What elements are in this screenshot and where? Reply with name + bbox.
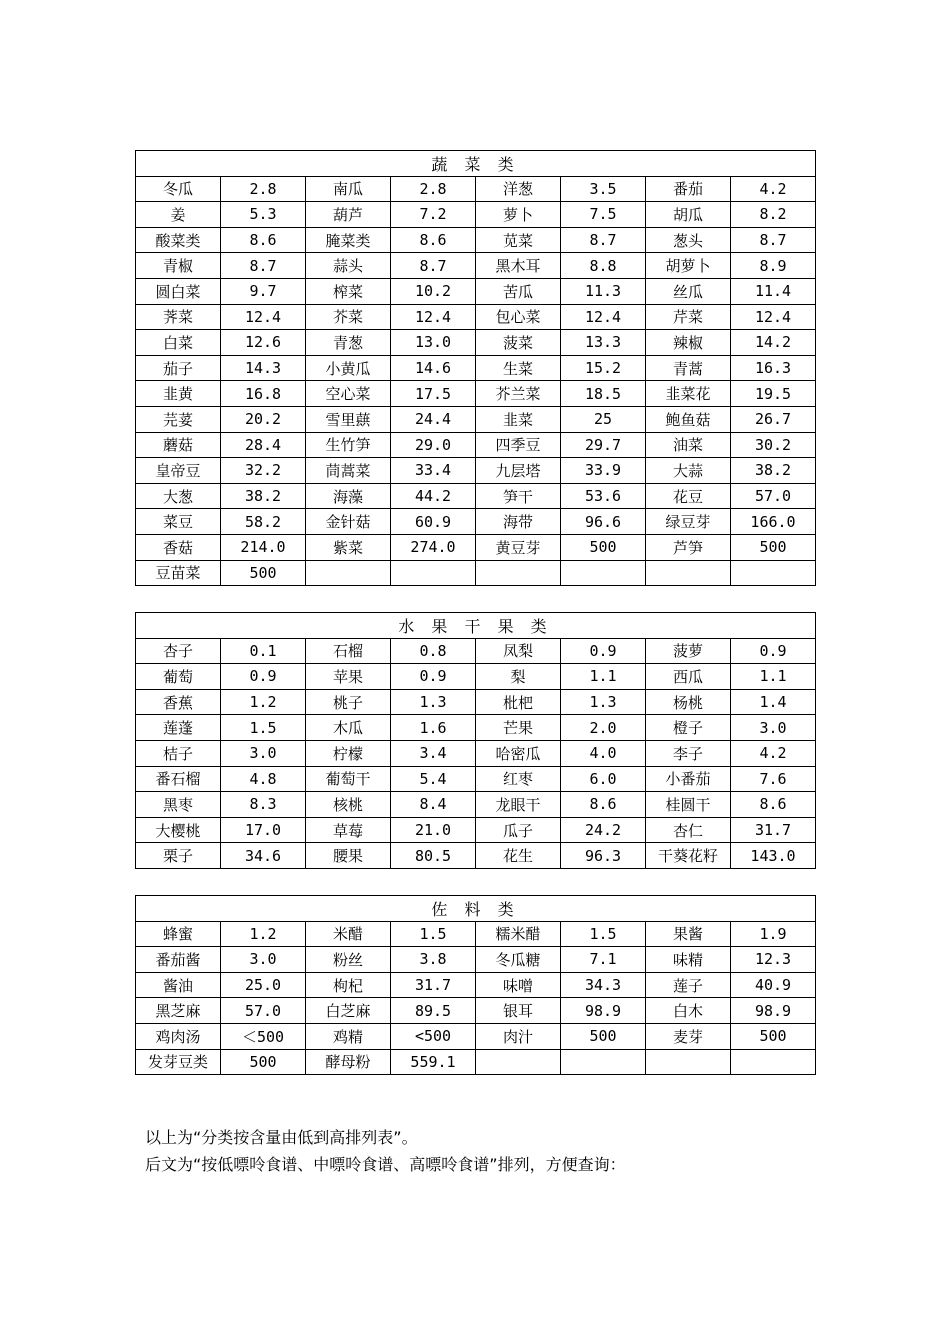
- food-name: [646, 560, 731, 586]
- food-name: 枇杷: [476, 689, 561, 715]
- purine-value: 32.2: [221, 458, 306, 484]
- purine-value: 34.6: [221, 843, 306, 869]
- table-title: 蔬 菜 类: [136, 151, 816, 177]
- food-name: 菠萝: [646, 638, 731, 664]
- food-name: 龙眼干: [476, 792, 561, 818]
- food-name: 香菇: [136, 534, 221, 560]
- notes: [145, 1124, 626, 1178]
- table-row: [136, 664, 816, 690]
- table-row: [136, 406, 816, 432]
- note-line: 以上为“分类按含量由低到高排列表”。: [145, 1128, 418, 1147]
- purine-value: 0.9: [731, 638, 816, 664]
- food-name: 冬瓜: [136, 176, 221, 202]
- purine-value: 1.9: [731, 921, 816, 947]
- food-name: 梨: [476, 664, 561, 690]
- purine-value: 10.2: [391, 278, 476, 304]
- purine-value: 34.3: [561, 972, 646, 998]
- food-name: 银耳: [476, 998, 561, 1024]
- food-name: 腌菜类: [306, 227, 391, 253]
- food-name: 皇帝豆: [136, 458, 221, 484]
- purine-value: 4.2: [731, 176, 816, 202]
- food-name: 白菜: [136, 330, 221, 356]
- food-name: 番石榴: [136, 766, 221, 792]
- food-name: 丝瓜: [646, 278, 731, 304]
- table-row: [136, 843, 816, 869]
- purine-value: 12.4: [561, 304, 646, 330]
- food-name: 南瓜: [306, 176, 391, 202]
- food-name: 橙子: [646, 715, 731, 741]
- food-name: 胡萝卜: [646, 253, 731, 279]
- food-name: 韭菜花: [646, 381, 731, 407]
- food-name: 菠菜: [476, 330, 561, 356]
- purine-value: 96.3: [561, 843, 646, 869]
- purine-value: 559.1: [391, 1049, 476, 1075]
- food-name: 黄豆芽: [476, 534, 561, 560]
- purine-value: 0.9: [561, 638, 646, 664]
- purine-value: 14.6: [391, 355, 476, 381]
- food-name: 腰果: [306, 843, 391, 869]
- table-title: 佐 料 类: [136, 896, 816, 922]
- purine-value: 57.0: [731, 483, 816, 509]
- food-name: 九层塔: [476, 458, 561, 484]
- food-name: 酱油: [136, 972, 221, 998]
- purine-value: 5.3: [221, 202, 306, 228]
- purine-value: 1.6: [391, 715, 476, 741]
- table-row: [136, 766, 816, 792]
- purine-value: 274.0: [391, 534, 476, 560]
- purine-value: 16.3: [731, 355, 816, 381]
- table-row: [136, 1049, 816, 1075]
- purine-value: 0.1: [221, 638, 306, 664]
- purine-value: 1.5: [221, 715, 306, 741]
- table-row: [136, 381, 816, 407]
- purine-value: 1.2: [221, 921, 306, 947]
- food-name: 木瓜: [306, 715, 391, 741]
- food-name: 酸菜类: [136, 227, 221, 253]
- purine-value: 8.7: [561, 227, 646, 253]
- purine-value: 4.8: [221, 766, 306, 792]
- purine-value: 0.9: [391, 664, 476, 690]
- note-line: 后文为“按低嘌呤食谱、中嘌呤食谱、高嘌呤食谱”排列，方便查询：: [145, 1155, 626, 1174]
- purine-value: 60.9: [391, 509, 476, 535]
- food-name: 茼蒿菜: [306, 458, 391, 484]
- purine-value: <500: [391, 1023, 476, 1049]
- food-name: 杏仁: [646, 817, 731, 843]
- food-name: 辣椒: [646, 330, 731, 356]
- food-name: 番茄酱: [136, 947, 221, 973]
- food-name: 芦笋: [646, 534, 731, 560]
- food-name: 茄子: [136, 355, 221, 381]
- purine-value: 17.5: [391, 381, 476, 407]
- purine-value: 17.0: [221, 817, 306, 843]
- table-row: [136, 432, 816, 458]
- purine-value: 8.8: [561, 253, 646, 279]
- purine-value: 500: [221, 1049, 306, 1075]
- food-name: 苋菜: [476, 227, 561, 253]
- purine-value: 1.1: [561, 664, 646, 690]
- food-name: 姜: [136, 202, 221, 228]
- food-name: 小番茄: [646, 766, 731, 792]
- table-row: [136, 202, 816, 228]
- purine-value: 500: [221, 560, 306, 586]
- table-row: [136, 176, 816, 202]
- food-name: 青蒿: [646, 355, 731, 381]
- table-row: [136, 458, 816, 484]
- food-name: 黑枣: [136, 792, 221, 818]
- food-name: 芥兰菜: [476, 381, 561, 407]
- purine-value: 18.5: [561, 381, 646, 407]
- purine-value: 0.8: [391, 638, 476, 664]
- food-name: 韭黄: [136, 381, 221, 407]
- food-name: 绿豆芽: [646, 509, 731, 535]
- purine-value: 16.8: [221, 381, 306, 407]
- food-name: 油菜: [646, 432, 731, 458]
- purine-value: 38.2: [731, 458, 816, 484]
- purine-value: 6.0: [561, 766, 646, 792]
- purine-value: 24.4: [391, 406, 476, 432]
- food-name: 果酱: [646, 921, 731, 947]
- table-body: [136, 638, 816, 868]
- purine-value: 8.6: [731, 792, 816, 818]
- table-title: 水 果 干 果 类: [136, 613, 816, 639]
- purine-value: 1.5: [391, 921, 476, 947]
- purine-value: 214.0: [221, 534, 306, 560]
- food-name: 番茄: [646, 176, 731, 202]
- food-name: 葫芦: [306, 202, 391, 228]
- food-name: 鸡肉汤: [136, 1023, 221, 1049]
- purine-value: 8.2: [731, 202, 816, 228]
- purine-value: 26.7: [731, 406, 816, 432]
- purine-value: 9.7: [221, 278, 306, 304]
- purine-value: 0.9: [221, 664, 306, 690]
- purine-value: 7.1: [561, 947, 646, 973]
- table-row: [136, 740, 816, 766]
- purine-value: 3.4: [391, 740, 476, 766]
- purine-value: 98.9: [731, 998, 816, 1024]
- table-row: [136, 560, 816, 586]
- table-body: [136, 176, 816, 586]
- food-name: 生菜: [476, 355, 561, 381]
- food-name: 黑芝麻: [136, 998, 221, 1024]
- food-name: 青椒: [136, 253, 221, 279]
- food-name: 桃子: [306, 689, 391, 715]
- purine-value: 12.4: [221, 304, 306, 330]
- purine-value: 166.0: [731, 509, 816, 535]
- food-name: 胡瓜: [646, 202, 731, 228]
- purine-value: 31.7: [731, 817, 816, 843]
- purine-value: 12.3: [731, 947, 816, 973]
- purine-value: 96.6: [561, 509, 646, 535]
- table-row: [136, 817, 816, 843]
- purine-value: 11.4: [731, 278, 816, 304]
- table-row: [136, 253, 816, 279]
- purine-value: 29.7: [561, 432, 646, 458]
- condiment-table: [135, 895, 816, 1075]
- purine-value: 80.5: [391, 843, 476, 869]
- food-name: 萝卜: [476, 202, 561, 228]
- purine-value: 3.5: [561, 176, 646, 202]
- table-row: [136, 355, 816, 381]
- purine-value: 13.3: [561, 330, 646, 356]
- food-name: 笋干: [476, 483, 561, 509]
- purine-value: 1.5: [561, 921, 646, 947]
- table-row: [136, 715, 816, 741]
- food-name: 糯米醋: [476, 921, 561, 947]
- food-name: 苹果: [306, 664, 391, 690]
- purine-value: [731, 1049, 816, 1075]
- table-body: [136, 921, 816, 1075]
- purine-value: 40.9: [731, 972, 816, 998]
- purine-value: 500: [731, 1023, 816, 1049]
- purine-value: 1.2: [221, 689, 306, 715]
- food-name: 干葵花籽: [646, 843, 731, 869]
- food-name: 味精: [646, 947, 731, 973]
- purine-value: 29.0: [391, 432, 476, 458]
- food-name: 芥菜: [306, 304, 391, 330]
- food-name: 四季豆: [476, 432, 561, 458]
- purine-value: 28.4: [221, 432, 306, 458]
- purine-value: 12.4: [391, 304, 476, 330]
- purine-value: [561, 1049, 646, 1075]
- purine-value: 4.0: [561, 740, 646, 766]
- food-name: 桂圆干: [646, 792, 731, 818]
- food-name: 红枣: [476, 766, 561, 792]
- food-name: [476, 1049, 561, 1075]
- food-name: 枸杞: [306, 972, 391, 998]
- food-name: 石榴: [306, 638, 391, 664]
- purine-value: [561, 560, 646, 586]
- food-name: 草莓: [306, 817, 391, 843]
- table-row: [136, 947, 816, 973]
- purine-value: 14.2: [731, 330, 816, 356]
- purine-value: 500: [731, 534, 816, 560]
- food-name: 芹菜: [646, 304, 731, 330]
- food-name: 韭菜: [476, 406, 561, 432]
- food-name: 金针菇: [306, 509, 391, 535]
- food-name: 香蕉: [136, 689, 221, 715]
- food-name: 鸡精: [306, 1023, 391, 1049]
- purine-value: 7.5: [561, 202, 646, 228]
- purine-value: 20.2: [221, 406, 306, 432]
- food-name: 花豆: [646, 483, 731, 509]
- purine-value: 24.2: [561, 817, 646, 843]
- table-row: [136, 689, 816, 715]
- food-name: 青葱: [306, 330, 391, 356]
- food-name: 生竹笋: [306, 432, 391, 458]
- table-row: [136, 509, 816, 535]
- food-name: 粉丝: [306, 947, 391, 973]
- purine-value: 8.3: [221, 792, 306, 818]
- food-name: 大葱: [136, 483, 221, 509]
- table-row: [136, 638, 816, 664]
- purine-value: 57.0: [221, 998, 306, 1024]
- purine-value: 44.2: [391, 483, 476, 509]
- purine-value: 30.2: [731, 432, 816, 458]
- food-name: 大蒜: [646, 458, 731, 484]
- food-name: 米醋: [306, 921, 391, 947]
- table-row: [136, 921, 816, 947]
- food-name: 西瓜: [646, 664, 731, 690]
- purine-value: 2.8: [391, 176, 476, 202]
- food-name: 肉汁: [476, 1023, 561, 1049]
- food-name: 紫菜: [306, 534, 391, 560]
- food-name: 栗子: [136, 843, 221, 869]
- table-row: [136, 534, 816, 560]
- food-name: 酵母粉: [306, 1049, 391, 1075]
- food-name: 大樱桃: [136, 817, 221, 843]
- purine-value: 3.0: [221, 740, 306, 766]
- food-name: 雪里蕻: [306, 406, 391, 432]
- food-name: 豆苗菜: [136, 560, 221, 586]
- fruit-table: [135, 612, 816, 869]
- food-name: 葱头: [646, 227, 731, 253]
- table-row: [136, 1023, 816, 1049]
- food-name: 莲蓬: [136, 715, 221, 741]
- purine-value: 500: [561, 534, 646, 560]
- food-name: 麦芽: [646, 1023, 731, 1049]
- food-name: 味噌: [476, 972, 561, 998]
- food-name: [476, 560, 561, 586]
- food-name: 莲子: [646, 972, 731, 998]
- food-name: 哈密瓜: [476, 740, 561, 766]
- purine-value: 4.2: [731, 740, 816, 766]
- purine-value: 8.4: [391, 792, 476, 818]
- vegetable-table: [135, 150, 816, 586]
- purine-value: 8.7: [391, 253, 476, 279]
- food-name: 葡萄干: [306, 766, 391, 792]
- food-name: 蘑菇: [136, 432, 221, 458]
- purine-value: 25: [561, 406, 646, 432]
- food-name: 芒果: [476, 715, 561, 741]
- food-name: [306, 560, 391, 586]
- purine-value: 3.0: [221, 947, 306, 973]
- table-row: [136, 330, 816, 356]
- table-row: [136, 998, 816, 1024]
- purine-value: 1.3: [391, 689, 476, 715]
- purine-value: 3.8: [391, 947, 476, 973]
- food-name: 菜豆: [136, 509, 221, 535]
- food-name: 芫荽: [136, 406, 221, 432]
- food-name: 包心菜: [476, 304, 561, 330]
- food-name: 白木: [646, 998, 731, 1024]
- table-row: [136, 304, 816, 330]
- purine-value: 12.4: [731, 304, 816, 330]
- purine-value: 7.6: [731, 766, 816, 792]
- food-name: 冬瓜糖: [476, 947, 561, 973]
- purine-value: 58.2: [221, 509, 306, 535]
- purine-value: [731, 560, 816, 586]
- purine-value: 8.6: [561, 792, 646, 818]
- purine-value: 14.3: [221, 355, 306, 381]
- food-name: 白芝麻: [306, 998, 391, 1024]
- purine-value: 53.6: [561, 483, 646, 509]
- purine-value: 89.5: [391, 998, 476, 1024]
- food-name: 葡萄: [136, 664, 221, 690]
- purine-value: 13.0: [391, 330, 476, 356]
- purine-value: 19.5: [731, 381, 816, 407]
- purine-value: 1.3: [561, 689, 646, 715]
- purine-value: ＜500: [221, 1023, 306, 1049]
- purine-value: 1.4: [731, 689, 816, 715]
- purine-value: 31.7: [391, 972, 476, 998]
- table-row: [136, 278, 816, 304]
- purine-value: 38.2: [221, 483, 306, 509]
- food-name: 凤梨: [476, 638, 561, 664]
- purine-value: 33.4: [391, 458, 476, 484]
- food-name: 杨桃: [646, 689, 731, 715]
- purine-value: 21.0: [391, 817, 476, 843]
- purine-value: 8.6: [391, 227, 476, 253]
- purine-value: 33.9: [561, 458, 646, 484]
- food-name: 洋葱: [476, 176, 561, 202]
- food-name: [646, 1049, 731, 1075]
- purine-value: 143.0: [731, 843, 816, 869]
- table-row: [136, 972, 816, 998]
- purine-value: 8.6: [221, 227, 306, 253]
- purine-value: 15.2: [561, 355, 646, 381]
- food-name: 海藻: [306, 483, 391, 509]
- purine-value: 2.0: [561, 715, 646, 741]
- purine-value: 2.8: [221, 176, 306, 202]
- food-name: 荠菜: [136, 304, 221, 330]
- purine-value: 98.9: [561, 998, 646, 1024]
- table-row: [136, 227, 816, 253]
- food-name: 核桃: [306, 792, 391, 818]
- purine-value: 3.0: [731, 715, 816, 741]
- food-name: 空心菜: [306, 381, 391, 407]
- purine-value: 8.7: [221, 253, 306, 279]
- purine-value: 25.0: [221, 972, 306, 998]
- purine-value: 5.4: [391, 766, 476, 792]
- purine-value: 500: [561, 1023, 646, 1049]
- table-row: [136, 483, 816, 509]
- purine-value: 12.6: [221, 330, 306, 356]
- food-name: 黑木耳: [476, 253, 561, 279]
- food-name: 鲍鱼菇: [646, 406, 731, 432]
- purine-value: 8.7: [731, 227, 816, 253]
- food-name: 海带: [476, 509, 561, 535]
- food-name: 杏子: [136, 638, 221, 664]
- purine-value: 8.9: [731, 253, 816, 279]
- food-name: 柠檬: [306, 740, 391, 766]
- table-row: [136, 792, 816, 818]
- purine-value: 1.1: [731, 664, 816, 690]
- food-name: 花生: [476, 843, 561, 869]
- food-name: 蜂蜜: [136, 921, 221, 947]
- purine-value: 7.2: [391, 202, 476, 228]
- food-name: 榨菜: [306, 278, 391, 304]
- food-name: 蒜头: [306, 253, 391, 279]
- food-name: 李子: [646, 740, 731, 766]
- food-name: 苦瓜: [476, 278, 561, 304]
- purine-value: [391, 560, 476, 586]
- food-name: 瓜子: [476, 817, 561, 843]
- food-name: 桔子: [136, 740, 221, 766]
- food-name: 小黄瓜: [306, 355, 391, 381]
- purine-value: 11.3: [561, 278, 646, 304]
- food-name: 发芽豆类: [136, 1049, 221, 1075]
- food-name: 圆白菜: [136, 278, 221, 304]
